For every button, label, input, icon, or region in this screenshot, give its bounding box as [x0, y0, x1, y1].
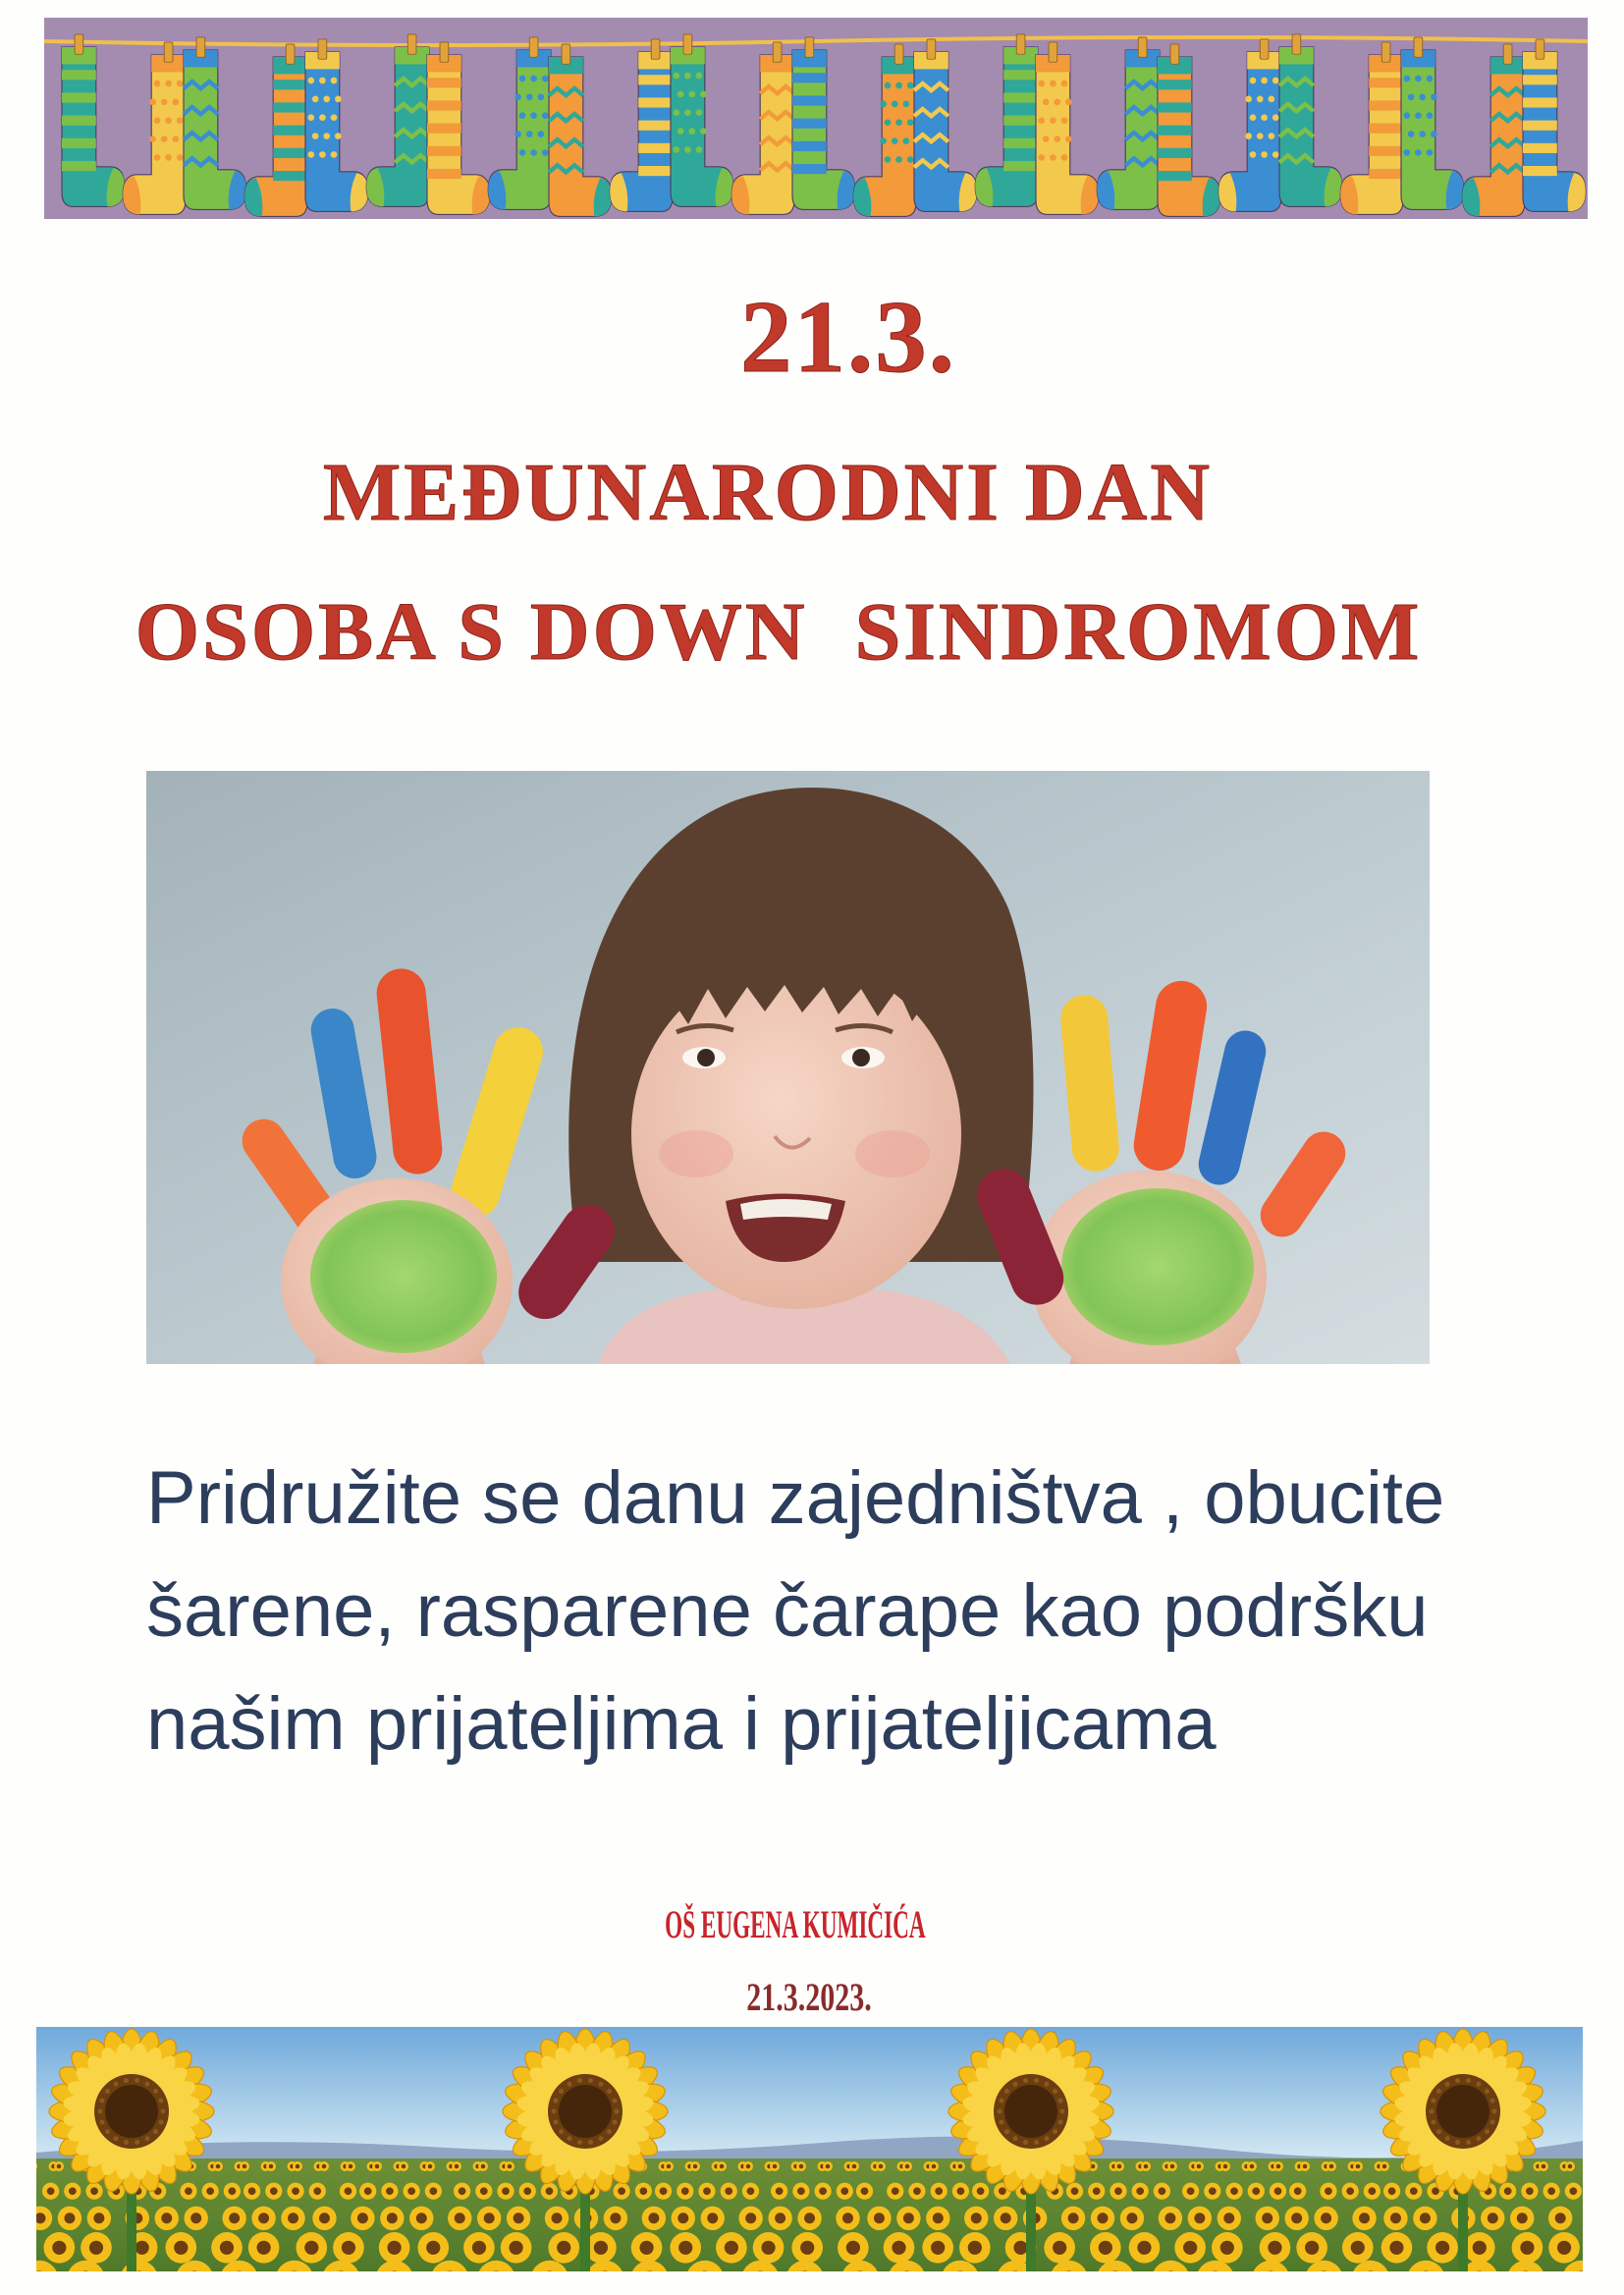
field-sunflower: [81, 2232, 112, 2264]
field-sunflower: [642, 2207, 666, 2230]
field-sunflower: [312, 2207, 336, 2230]
clothes-peg: [1503, 44, 1512, 64]
field-sunflower: [1320, 2183, 1336, 2200]
field-sunflower: [1284, 2207, 1308, 2230]
field-sunflower: [1256, 2207, 1279, 2230]
field-sunflower: [955, 2161, 965, 2171]
clothes-peg: [651, 39, 660, 59]
field-sunflower: [1260, 2232, 1291, 2264]
field-sunflower: [1188, 2207, 1212, 2230]
field-sunflower: [1204, 2183, 1220, 2200]
clothes-peg: [1016, 34, 1025, 54]
field-sunflower: [251, 2207, 275, 2230]
field-sunflower: [717, 2161, 727, 2171]
school-name-text: OŠ EUGENA KUMIČIĆA: [665, 1902, 926, 1946]
field-sunflower: [1270, 2183, 1286, 2200]
clothes-peg: [894, 44, 903, 64]
field-sunflower: [814, 2183, 831, 2200]
field-sunflower: [994, 2207, 1017, 2230]
field-sunflower: [1512, 2232, 1543, 2264]
field-sunflower: [505, 2161, 514, 2171]
field-sunflower: [1381, 2232, 1413, 2264]
right-pupil: [852, 1049, 870, 1066]
field-sunflower: [721, 2183, 737, 2200]
field-sunflower: [908, 2183, 925, 2200]
field-sunflower: [380, 2207, 404, 2230]
clothes-peg: [773, 42, 782, 62]
field-sunflower: [155, 2207, 179, 2230]
field-sunflower: [770, 2161, 780, 2171]
field-sunflower: [1539, 2161, 1548, 2171]
field-sunflower: [771, 2183, 787, 2200]
field-sunflower: [452, 2161, 461, 2171]
field-sunflower: [448, 2207, 471, 2230]
field-sunflower: [1548, 2207, 1572, 2230]
field-sunflower: [1364, 2183, 1380, 2200]
field-sunflower: [972, 2183, 989, 2200]
field-sunflower: [372, 2161, 382, 2171]
field-sunflower: [166, 2232, 197, 2264]
field-sunflower: [296, 2232, 327, 2264]
field-sunflower: [849, 2161, 859, 2171]
field-sunflower: [379, 2232, 410, 2264]
child-photo: [146, 771, 1430, 1364]
right-palm-paint: [1061, 1188, 1254, 1345]
field-sunflower: [677, 2183, 693, 2200]
message: [146, 1442, 1580, 1780]
school-name: [501, 1902, 1090, 1947]
field-sunflower: [224, 2183, 241, 2200]
field-sunflower: [180, 2183, 196, 2200]
field-sunflower: [1044, 2232, 1075, 2264]
field-sunflower: [1565, 2183, 1582, 2200]
field-sunflower: [876, 2161, 886, 2171]
field-sunflower: [1129, 2232, 1161, 2264]
field-sunflower: [1114, 2161, 1124, 2171]
field-sunflower: [1521, 2183, 1538, 2200]
field-sunflower: [309, 2183, 326, 2200]
clothes-peg: [683, 34, 692, 54]
field-sunflower: [887, 2183, 903, 2200]
field-sunflower: [54, 2161, 64, 2171]
date-heading: 21.3.: [740, 279, 956, 394]
field-sunflower: [1120, 2207, 1144, 2230]
field-sunflower: [213, 2161, 223, 2171]
field-sunflower: [1167, 2161, 1177, 2171]
field-sunflower: [1159, 2207, 1182, 2230]
field-sunflower: [1289, 2183, 1306, 2200]
field-sunflower: [87, 2207, 111, 2230]
field-sunflower: [867, 2207, 891, 2230]
message-line-1: Pridružite se danu zajedništva , obucite: [146, 1456, 1445, 1540]
field-sunflower: [929, 2161, 939, 2171]
field-sunflower: [359, 2183, 376, 2200]
field-sunflower: [319, 2161, 329, 2171]
field-sunflower: [792, 2183, 809, 2200]
field-sunflower: [507, 2207, 530, 2230]
message-line-3: našim prijateljima i prijateljicama: [146, 1682, 1217, 1766]
field-sunflower: [672, 2207, 695, 2230]
clothes-peg: [318, 39, 327, 59]
field-sunflower: [1380, 2161, 1389, 2171]
field-sunflower: [44, 2232, 76, 2264]
right-cheek: [855, 1130, 930, 1177]
title-line-1: MEĐUNARODNI DAN: [323, 447, 1213, 538]
field-sunflower: [768, 2207, 791, 2230]
field-sunflower: [266, 2161, 276, 2171]
field-sunflower: [185, 2207, 208, 2230]
message-line-2: šarene, rasparene čarape kao podršku: [146, 1569, 1429, 1653]
field-sunflower: [240, 2161, 249, 2171]
field-sunflower: [293, 2161, 302, 2171]
teeth: [740, 1199, 832, 1220]
field-sunflower: [519, 2183, 536, 2200]
field-sunflower: [896, 2207, 920, 2230]
field-sunflower: [346, 2161, 355, 2171]
field-sunflower: [1326, 2161, 1336, 2171]
field-sunflower: [635, 2183, 652, 2200]
field-sunflower: [959, 2232, 991, 2264]
clothes-peg: [1414, 37, 1423, 57]
field-sunflower: [333, 2232, 364, 2264]
field-sunflower: [477, 2207, 501, 2230]
clothes-peg: [1292, 34, 1301, 54]
clothes-peg: [196, 37, 205, 57]
clothes-peg: [1381, 42, 1390, 62]
field-sunflower: [670, 2232, 701, 2264]
field-sunflower: [1225, 2183, 1242, 2200]
field-sunflower: [1220, 2161, 1230, 2171]
field-sunflower: [922, 2232, 953, 2264]
field-sunflower: [222, 2207, 245, 2230]
field-sunflower: [1110, 2183, 1126, 2200]
clothes-peg: [1049, 42, 1057, 62]
field-sunflower: [837, 2183, 853, 2200]
field-sunflower: [340, 2183, 356, 2200]
field-sunflower: [952, 2183, 969, 2200]
field-sunflower: [753, 2232, 785, 2264]
field-sunflower: [797, 2207, 821, 2230]
clothes-peg: [164, 42, 173, 62]
field-sunflower: [690, 2161, 700, 2171]
field-sunflower: [716, 2232, 747, 2264]
field-sunflower: [614, 2183, 630, 2200]
field-sunflower: [823, 2161, 833, 2171]
field-sunflower: [265, 2183, 282, 2200]
field-sunflower: [351, 2207, 374, 2230]
clothes-peg: [529, 37, 538, 57]
field-sunflower: [409, 2207, 433, 2230]
field-sunflower: [1300, 2161, 1310, 2171]
field-sunflower: [1543, 2183, 1560, 2200]
field-sunflower: [738, 2207, 762, 2230]
field-sunflower: [1273, 2161, 1283, 2171]
field-sunflower: [1383, 2207, 1407, 2230]
field-sunflower: [381, 2183, 398, 2200]
field-sunflower: [664, 2161, 674, 2171]
clothes-peg: [1138, 37, 1147, 57]
field-sunflower: [248, 2232, 280, 2264]
field-sunflower: [1154, 2183, 1170, 2200]
footer-date: [514, 1975, 1104, 2020]
clothes-peg: [927, 39, 936, 59]
field-sunflower: [202, 2183, 219, 2200]
field-sunflower: [1464, 2232, 1495, 2264]
field-sunflower: [454, 2183, 470, 2200]
field-sunflower: [902, 2161, 912, 2171]
socks-banner: [44, 18, 1588, 219]
field-sunflower: [399, 2161, 408, 2171]
field-sunflower: [1353, 2161, 1363, 2171]
field-sunflower: [1141, 2161, 1151, 2171]
field-sunflower: [791, 2232, 823, 2264]
clothes-peg: [562, 44, 570, 64]
field-sunflower: [58, 2207, 81, 2230]
field-sunflower: [743, 2161, 753, 2171]
field-sunflower: [1383, 2183, 1400, 2200]
field-sunflower: [501, 2232, 532, 2264]
field-sunflower: [1342, 2183, 1359, 2200]
title-line-2: OSOBA S DOWN SINDROMOM: [135, 586, 1423, 678]
field-sunflower: [1066, 2183, 1083, 2200]
field-sunflower: [931, 2183, 947, 2200]
field-sunflower: [655, 2183, 672, 2200]
clothes-peg: [1260, 39, 1269, 59]
field-sunflower: [85, 2183, 102, 2200]
field-sunflower: [742, 2183, 759, 2200]
clothes-peg: [407, 34, 416, 54]
field-sunflower: [631, 2232, 663, 2264]
field-sunflower: [1061, 2207, 1085, 2230]
field-sunflower: [548, 2232, 579, 2264]
field-sunflower: [1427, 2232, 1458, 2264]
clothes-peg: [1170, 44, 1179, 64]
field-sunflower: [1342, 2232, 1374, 2264]
clothes-peg: [805, 37, 814, 57]
field-sunflower: [404, 2183, 420, 2200]
field-sunflower: [1248, 2183, 1265, 2200]
field-sunflower: [417, 2232, 449, 2264]
field-sunflower: [475, 2183, 492, 2200]
field-sunflower: [964, 2207, 988, 2230]
field-sunflower: [698, 2183, 715, 2200]
field-sunflower: [884, 2232, 915, 2264]
field-sunflower: [1296, 2232, 1327, 2264]
left-cheek: [659, 1130, 733, 1177]
sunflower-banner: [36, 2027, 1583, 2271]
field-sunflower: [1174, 2232, 1206, 2264]
field-sunflower: [1405, 2183, 1422, 2200]
field-sunflower: [478, 2161, 488, 2171]
field-sunflower: [541, 2183, 558, 2200]
field-sunflower: [425, 2183, 442, 2200]
field-sunflower: [926, 2207, 949, 2230]
field-sunflower: [836, 2207, 859, 2230]
field-sunflower: [796, 2161, 806, 2171]
left-pupil: [697, 1049, 715, 1066]
field-sunflower: [281, 2207, 304, 2230]
field-sunflower: [1090, 2232, 1121, 2264]
field-sunflower: [1132, 2183, 1149, 2200]
field-sunflower: [1247, 2161, 1257, 2171]
field-sunflower: [545, 2207, 568, 2230]
field-sunflower: [1510, 2207, 1534, 2230]
field-sunflower: [1194, 2161, 1204, 2171]
field-sunflower: [1218, 2207, 1241, 2230]
clothes-peg: [440, 42, 449, 62]
clothes-peg: [1536, 39, 1544, 59]
field-sunflower: [1091, 2207, 1114, 2230]
field-sunflower: [701, 2207, 725, 2230]
field-sunflower: [211, 2232, 243, 2264]
field-sunflower: [287, 2183, 303, 2200]
field-sunflower: [1413, 2207, 1436, 2230]
field-sunflower: [244, 2183, 260, 2200]
left-palm-paint: [310, 1200, 497, 1353]
field-sunflower: [463, 2232, 495, 2264]
field-sunflower: [838, 2232, 869, 2264]
field-sunflower: [1212, 2232, 1243, 2264]
field-sunflower: [1481, 2207, 1504, 2230]
footer-date-text: 21.3.2023.: [746, 1975, 872, 2019]
field-sunflower: [1565, 2161, 1575, 2171]
field-sunflower: [64, 2183, 81, 2200]
field-sunflower: [1499, 2183, 1516, 2200]
field-sunflower: [1088, 2183, 1105, 2200]
clothes-peg: [75, 34, 83, 54]
field-sunflower: [1548, 2232, 1580, 2264]
clothes-peg: [286, 44, 295, 64]
field-sunflower: [856, 2183, 873, 2200]
field-sunflower: [497, 2183, 514, 2200]
field-sunflower: [1314, 2207, 1337, 2230]
field-sunflower: [1182, 2183, 1199, 2200]
field-sunflower: [604, 2207, 627, 2230]
field-sunflower: [42, 2183, 59, 2200]
field-sunflower: [425, 2161, 435, 2171]
field-sunflower: [1352, 2207, 1376, 2230]
